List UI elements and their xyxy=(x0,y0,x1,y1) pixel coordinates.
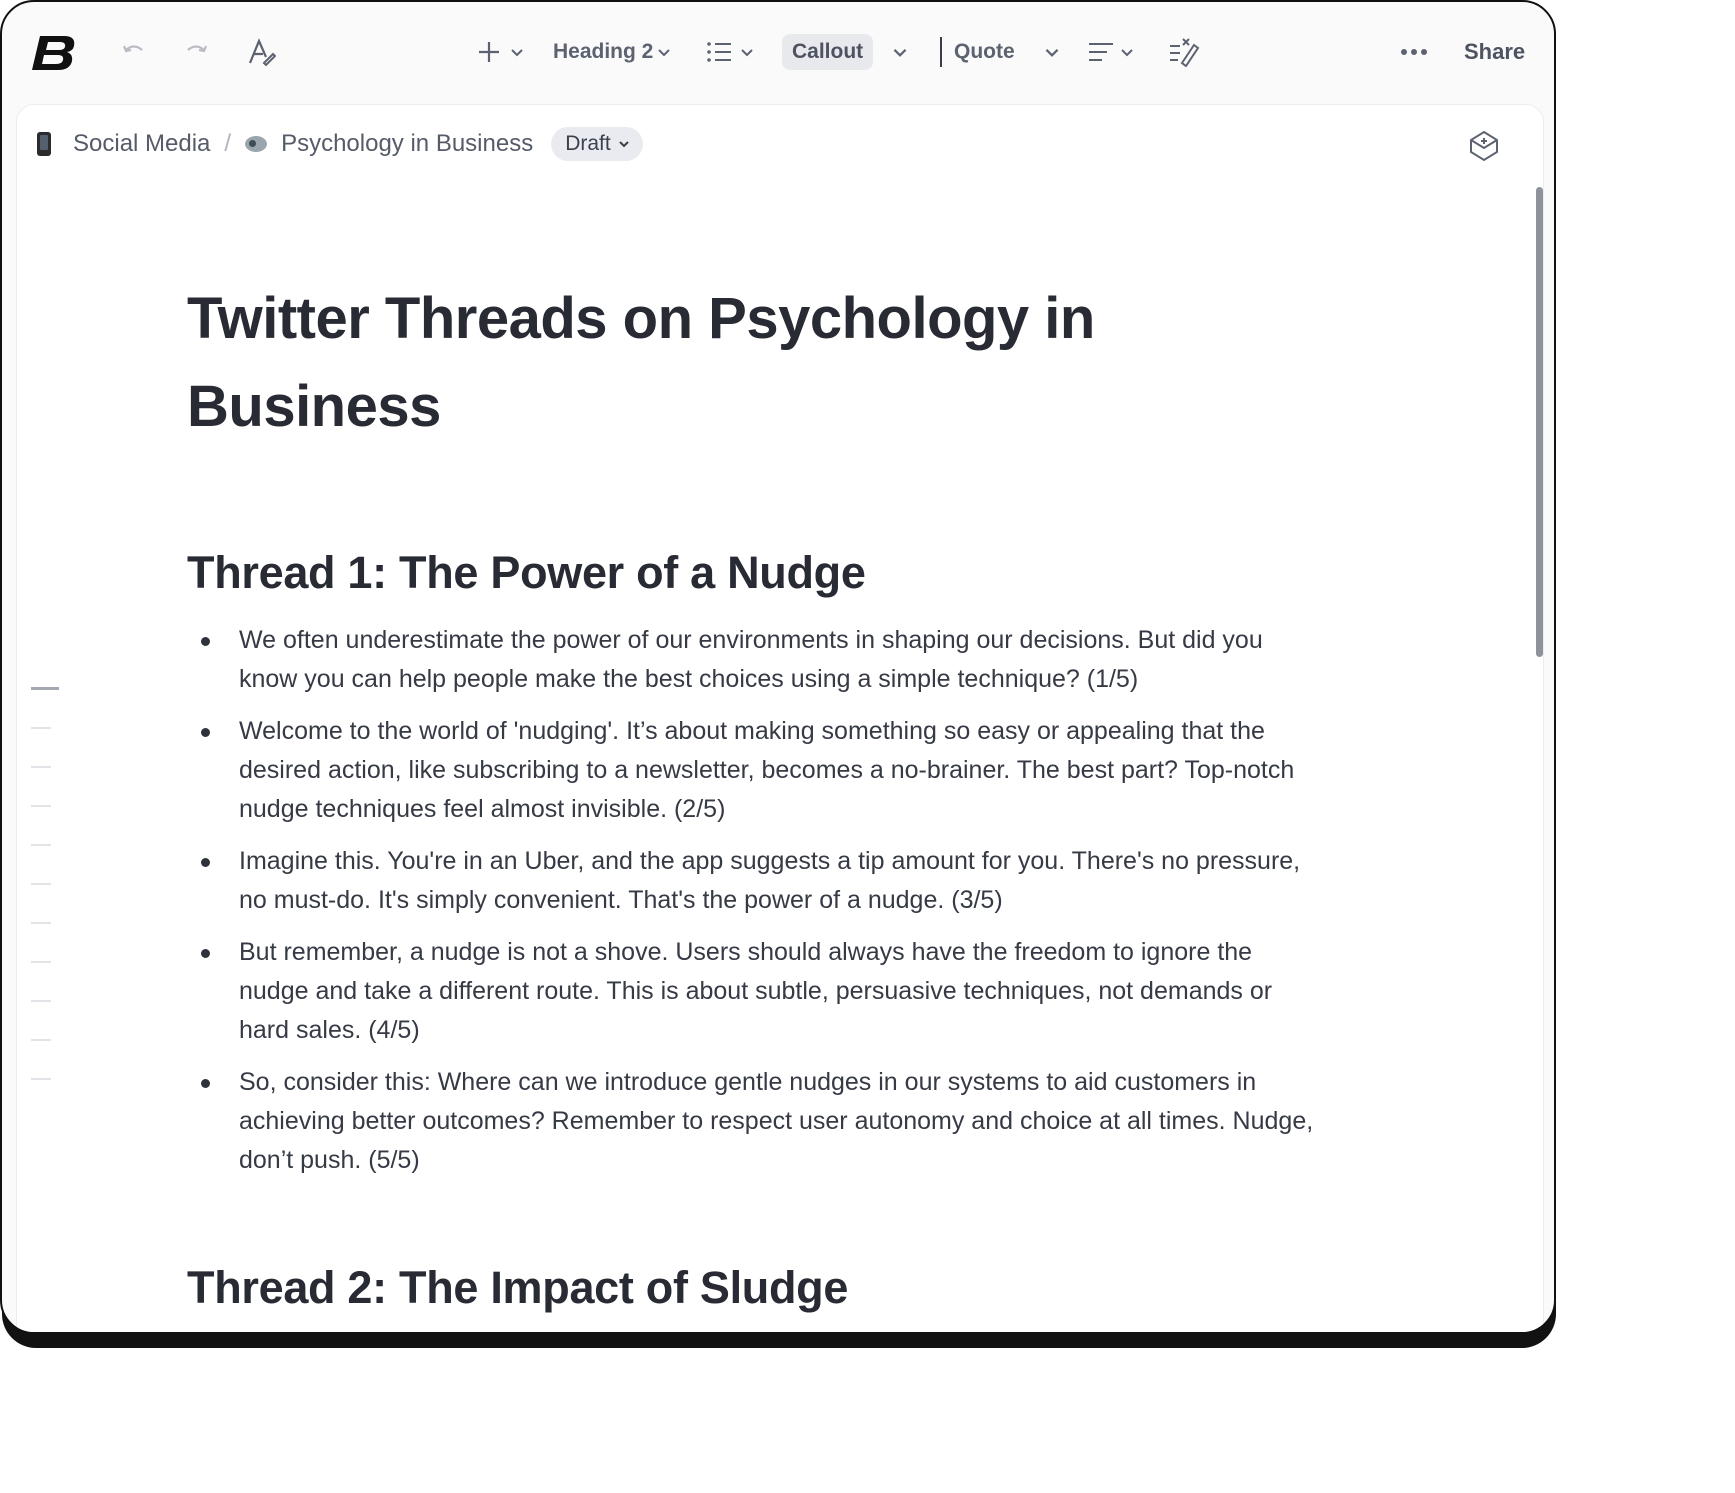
thread1-heading[interactable]: Thread 1: The Power of a Nudge xyxy=(187,547,866,598)
chevron-down-icon xyxy=(655,43,673,61)
page-title[interactable]: Twitter Threads on Psychology in Business xyxy=(187,286,1095,439)
status-label: Draft xyxy=(565,132,611,155)
outline-mark[interactable] xyxy=(31,844,51,846)
breadcrumb xyxy=(37,125,643,163)
mobile-phone-icon xyxy=(37,132,51,156)
page-emoji-icon xyxy=(245,136,267,152)
heading-style-dropdown[interactable] xyxy=(553,28,673,76)
outline-mark[interactable] xyxy=(31,883,51,885)
redo-icon[interactable] xyxy=(182,28,210,76)
quote-button[interactable] xyxy=(940,28,1015,76)
outline-mark[interactable] xyxy=(31,1039,51,1041)
share-button[interactable] xyxy=(1464,28,1525,76)
outline-minimap[interactable] xyxy=(31,687,59,1117)
breadcrumb-separator: / xyxy=(224,130,232,157)
callout-options-dropdown[interactable] xyxy=(890,28,910,76)
list-style-dropdown[interactable] xyxy=(706,28,756,76)
document-panel xyxy=(16,104,1544,1334)
list-item[interactable]: We often underestimate the power of our environments in shaping our decisions. But did you know you can help people make the best choices using a simple technique? (1/5) xyxy=(239,621,1327,699)
list-item[interactable]: But remember, a nudge is not a shove. Users should always have the freedom to ignore the nudge and take a different route. This is about subtle, persuasive techniques, not demands or hard sales. (4/5) xyxy=(239,933,1327,1050)
clear-format-icon[interactable] xyxy=(1168,28,1200,76)
callout-label: Callout xyxy=(782,34,873,70)
bullet-list-icon xyxy=(706,40,732,64)
document-body[interactable] xyxy=(187,275,1327,1318)
text-align-dropdown[interactable] xyxy=(1088,28,1136,76)
outline-mark[interactable] xyxy=(31,727,51,729)
chevron-down-icon xyxy=(890,42,910,62)
chevron-down-icon xyxy=(617,137,631,151)
share-label: Share xyxy=(1464,39,1526,64)
text-style-icon[interactable] xyxy=(246,28,276,76)
align-left-icon xyxy=(1088,41,1114,63)
callout-button[interactable] xyxy=(782,28,873,76)
quote-label: Quote xyxy=(954,40,1015,63)
thread2-heading[interactable]: Thread 2: The Impact of Sludge xyxy=(187,1262,849,1313)
plus-icon xyxy=(476,39,502,65)
heading-style-label: Heading 2 xyxy=(553,40,654,63)
list-item[interactable]: So, consider this: Where can we introduce gentle nudges in our systems to aid customers in achieving better outcomes? Remember to respect user autonomy and choice at all times. Nudge, don’t push. (5/5) xyxy=(239,1063,1327,1180)
chevron-down-icon xyxy=(1118,43,1136,61)
breadcrumb-parent[interactable]: Social Media xyxy=(73,130,211,157)
outline-mark[interactable] xyxy=(31,1000,51,1002)
chevron-down-icon xyxy=(508,43,526,61)
ai-assistant-icon[interactable] xyxy=(1467,129,1501,168)
list-item[interactable]: Imagine this. You're in an Uber, and the app suggests a tip amount for you. There's no pressure, no must-do. It's simply convenient. That's the power of a nudge. (3/5) xyxy=(239,842,1327,920)
app-logo-icon[interactable] xyxy=(30,28,78,76)
undo-icon[interactable] xyxy=(120,28,148,76)
toolbar xyxy=(2,2,1554,104)
chevron-down-icon xyxy=(738,43,756,61)
outline-mark[interactable] xyxy=(31,1078,51,1080)
outline-mark[interactable] xyxy=(31,766,51,768)
outline-mark[interactable] xyxy=(31,961,51,963)
status-dropdown[interactable] xyxy=(551,127,643,161)
breadcrumb-current[interactable]: Psychology in Business xyxy=(281,130,534,157)
chevron-down-icon xyxy=(1042,42,1062,62)
quote-options-dropdown[interactable] xyxy=(1042,28,1062,76)
insert-block-button[interactable] xyxy=(476,28,526,76)
list-item[interactable]: Welcome to the world of 'nudging'. It’s about making something so easy or appealing that the desired action, like subscribing to a newsletter, becomes a no-brainer. The best part? Top-notch nudge techniques feel almost invisible. (2/5) xyxy=(239,712,1327,829)
outline-mark[interactable] xyxy=(31,687,59,690)
quote-bar-icon xyxy=(940,37,942,67)
scrollbar-thumb[interactable] xyxy=(1536,187,1543,657)
thread1-list xyxy=(187,621,1327,1180)
outline-mark[interactable] xyxy=(31,805,51,807)
more-options-icon[interactable] xyxy=(1400,28,1428,76)
outline-mark[interactable] xyxy=(31,922,51,924)
